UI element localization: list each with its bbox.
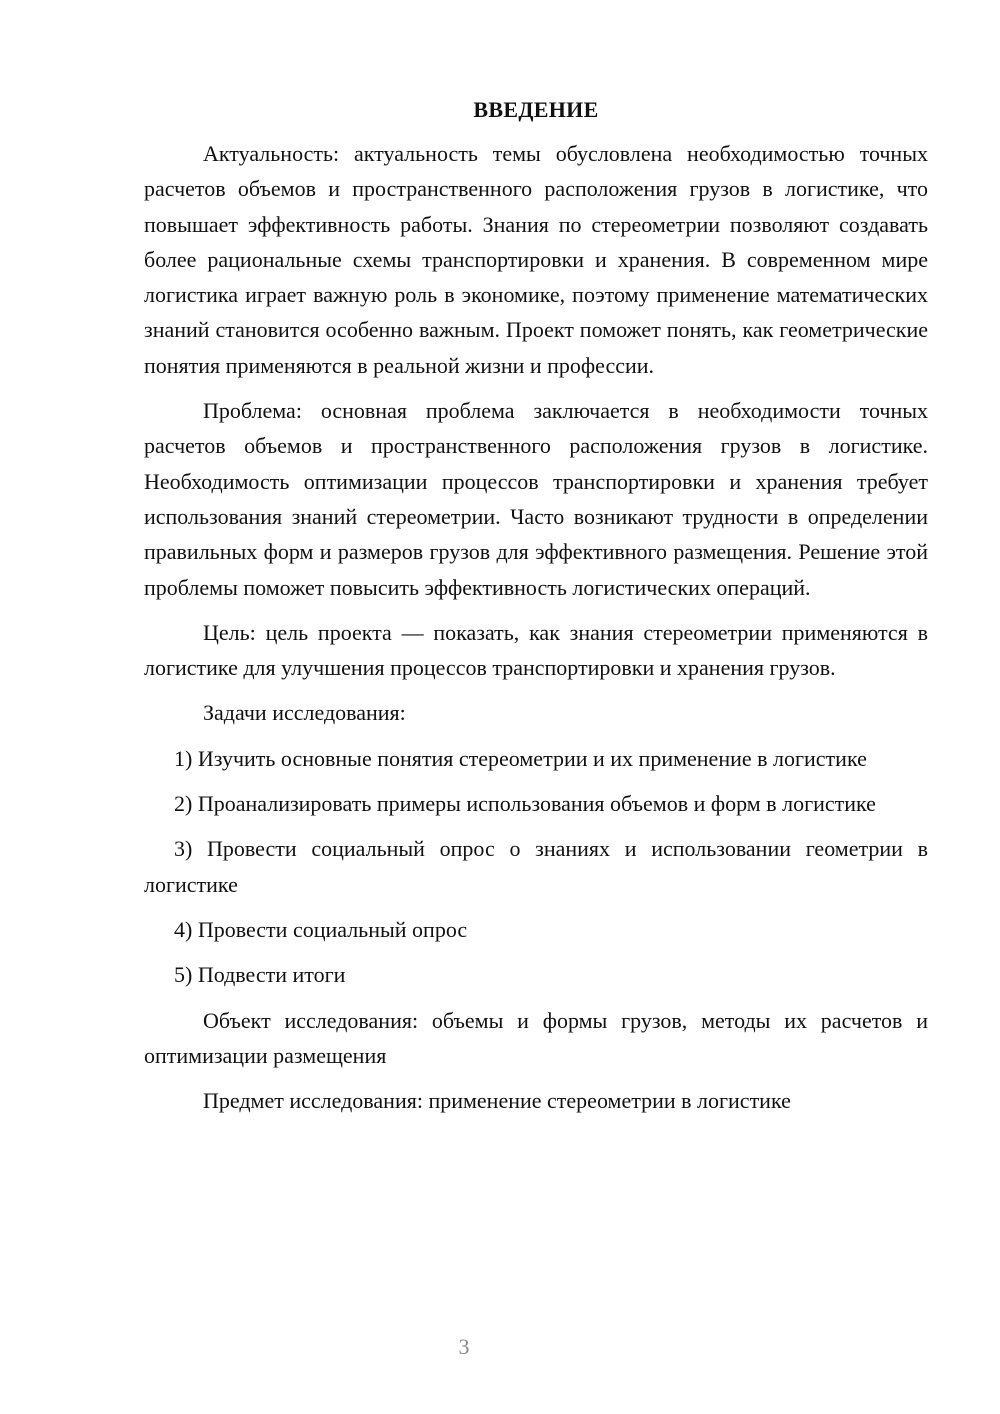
subject-paragraph: Предмет исследования: применение стереометрии в логистике xyxy=(203,1088,791,1114)
task-item-2: 2) Проанализировать примеры использования объемов и форм в логистике xyxy=(174,791,876,817)
relevance-paragraph: Актуальность: актуальность темы обусловлена необходимостью точных расчетов объемов и пространственного расположения грузов в логистике, что повышает эффективность работы. Знания по стереометрии позволяют создавать более рациональные схемы транспортировки и хранения. В современном мире логистика играет важную роль в экономике, поэтому применение математических знаний становится особенно важным. Проект поможет понять, как геометрические понятия применяются в реальной жизни и профессии. xyxy=(144,141,928,378)
problem-paragraph: Проблема: основная проблема заключается в необходимости точных расчетов объемов и пространственного расположения грузов в логистике. Необходимость оптимизации процессов транспортировки и хранения требует использования знаний стереометрии. Часто возникают трудности в определении правильных форм и размеров грузов для эффективного размещения. Решение этой проблемы поможет повысить эффективность логистических операций. xyxy=(144,398,928,600)
tasks-list xyxy=(144,741,928,993)
page-number: 3 xyxy=(458,1334,470,1359)
tasks-heading: Задачи исследования: xyxy=(203,700,406,726)
task-item-1: 1) Изучить основные понятия стереометрии и их применение в логистике xyxy=(174,745,867,771)
task-item-5: 5) Подвести итоги xyxy=(174,962,346,988)
task-item-3: 3) Провести социальный опрос о знаниях и использовании геометрии в логистике xyxy=(144,836,928,897)
object-paragraph: Объект исследования: объемы и формы грузов, методы их расчетов и оптимизации размещения xyxy=(144,1007,928,1068)
goal-paragraph: Цель: цель проекта — показать, как знания стереометрии применяются в логистике для улучшения процессов транспортировки и хранения грузов. xyxy=(144,619,928,681)
task-item-4: 4) Провести социальный опрос xyxy=(174,916,468,942)
page-content xyxy=(144,94,928,1128)
page-title: ВВЕДЕНИЕ xyxy=(473,97,599,122)
